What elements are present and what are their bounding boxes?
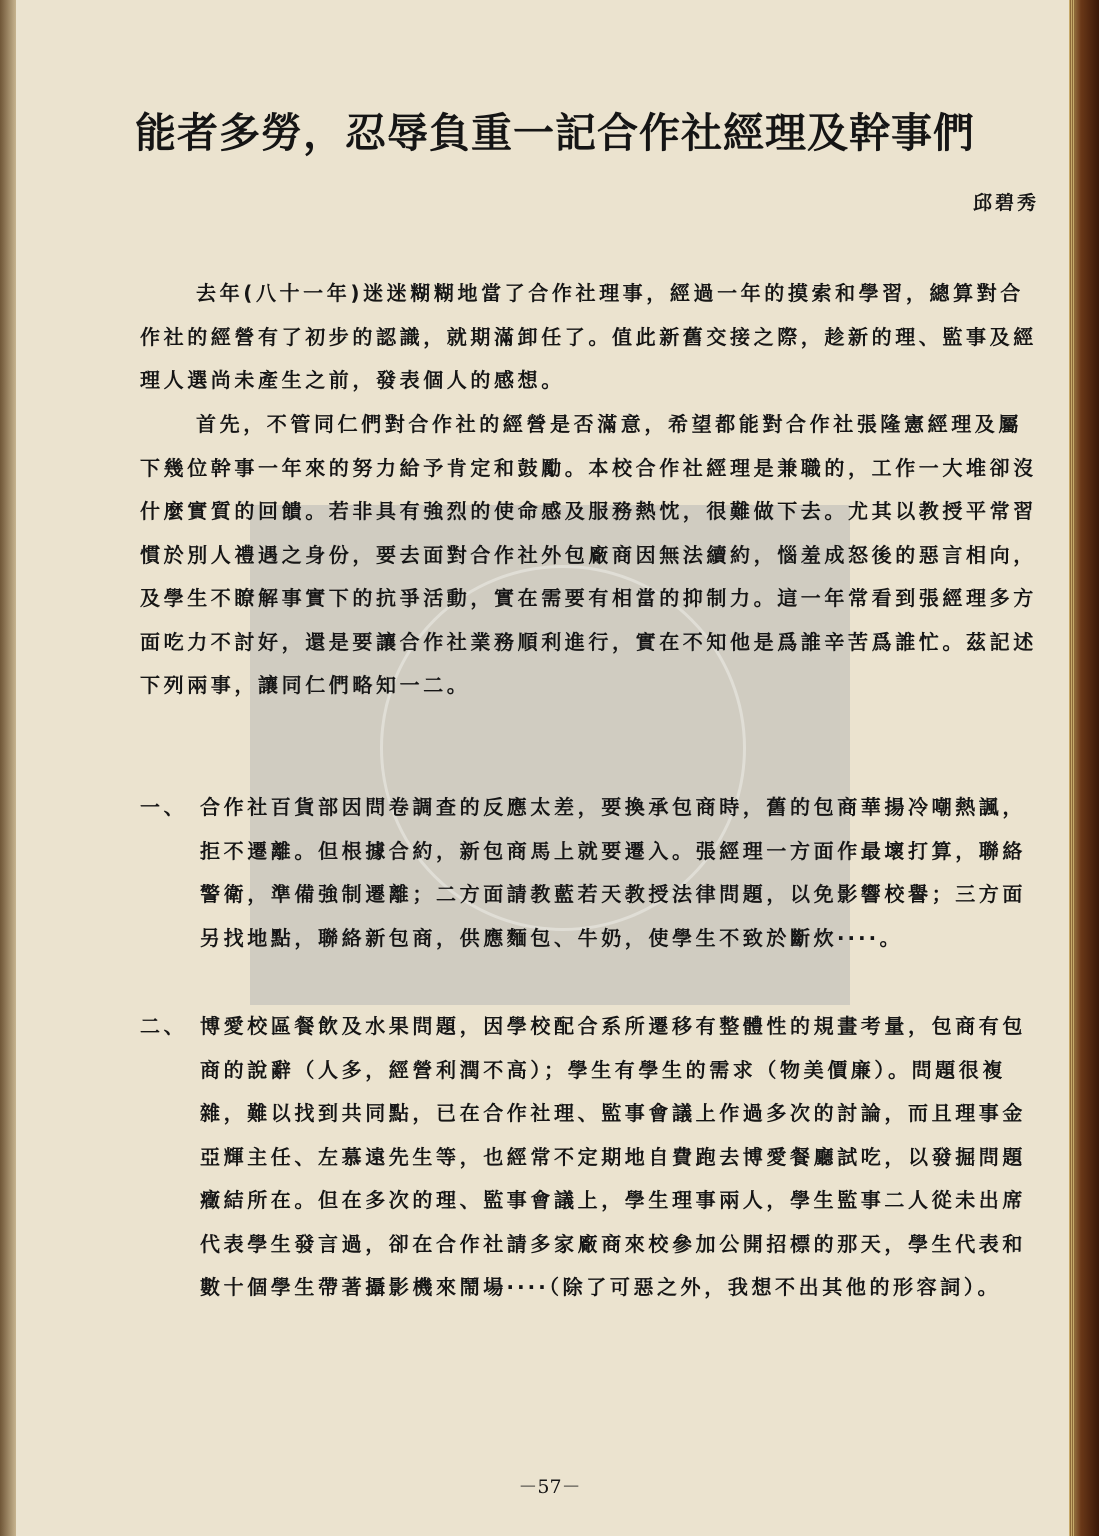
- author-name: 邱碧秀: [972, 192, 1039, 214]
- list-item: [140, 786, 1045, 960]
- list-item: [140, 1005, 1045, 1310]
- book-gutter-edge: [0, 0, 16, 1536]
- body-paragraph: 去年(八十一年)迷迷糊糊地當了合作社理事，經過一年的摸索和學習，總算對合作社的經營有了初步的認識，就期滿卸任了。值此新舊交接之際，趁新的理、監事及經理人選尚未產生之前，發表個人的感想。: [140, 281, 1037, 392]
- body-paragraph: 首先，不管同仁們對合作社的經營是否滿意，希望都能對合作社張隆憲經理及屬下幾位幹事一年來的努力給予肯定和鼓勵。本校合作社經理是兼職的，工作一大堆卻沒什麼實質的回饋。若非具有強烈的使命感及服務熱忱，很難做下去。尤其以教授平常習慣於別人禮遇之身份，要去面對合作社外包廠商因無法續約，惱羞成怒後的惡言相向，及學生不瞭解事實下的抗爭活動，實在需要有相當的抑制力。這一年常看到張經理多方面吃力不討好，還是要讓合作社業務順利進行，實在不知他是爲誰辛苦爲誰忙。茲記述下列兩事，讓同仁們略知一二。: [140, 412, 1037, 697]
- list-item-text: 合作社百貨部因問卷調查的反應太差，要換承包商時，舊的包商華揚冷嘲熱諷，拒不遷離。但根據合約，新包商馬上就要遷入。張經理一方面作最壞打算，聯絡警衛，準備強制遷離；二方面請教藍若天教授法律問題，以免影響校譽；三方面另找地點，聯絡新包商，供應麵包、牛奶，使學生不致於斷炊‧‧‧‧。: [200, 795, 1026, 950]
- list-item-text: 博愛校區餐飲及水果問題，因學校配合系所遷移有整體性的規畫考量，包商有包商的說辭（人多，經營利潤不高）；學生有學生的需求（物美價廉）。問題很複雜，難以找到共同點，已在合作社理、監事會議上作過多次的討論，而且理事金亞輝主任、左慕遠先生等，也經常不定期地自費跑去博愛餐廳試吃，以發掘問題癥結所在。但在多次的理、監事會議上，學生理事兩人，學生監事二人從未出席代表學生發言過，卻在合作社請多家廠商來校參加公開招標的那天，學生代表和數十個學生帶著攝影機來鬧場‧‧‧‧（除了可惡之外，我想不出其他的形容詞）。: [200, 1014, 1026, 1299]
- list-item-marker: 一、: [140, 795, 188, 819]
- page-number: －57－: [518, 1476, 581, 1498]
- article-title: 能者多勞，忍辱負重一記合作社經理及幹事們: [135, 109, 975, 157]
- list-item-marker: 二、: [140, 1014, 188, 1038]
- book-page-edge: [1069, 0, 1099, 1536]
